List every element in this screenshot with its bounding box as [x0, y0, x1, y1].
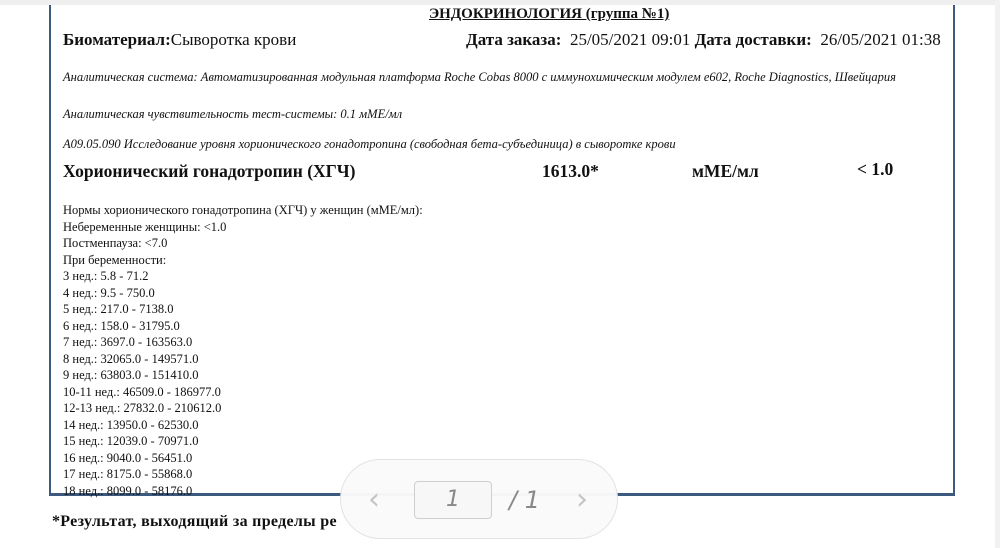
viewer-scrollbar-track[interactable] [995, 0, 1000, 548]
norm-line: 14 нед.: 13950.0 - 62530.0 [63, 417, 199, 432]
analytical-system: Аналитическая система: Автоматизированная модульная платформа Roche Cobas 8000 с иммунохимическим модулем е602, Roche Diagnostics, Швейцария [63, 70, 896, 84]
previous-page-button[interactable] [359, 480, 389, 520]
result-value: 1613.0* [542, 161, 599, 181]
reference-norms [63, 202, 423, 499]
biomaterial-value: Сыворотка крови [170, 30, 297, 49]
norms-title: Нормы хорионического гонадотропина (ХГЧ) у женщин (мМЕ/мл): [63, 203, 423, 217]
page-total: / 1 [509, 486, 540, 514]
chevron-right-icon: › [576, 482, 588, 517]
norm-line: 9 нед.: 63803.0 - 151410.0 [63, 368, 199, 382]
biomaterial-label: Биоматериал: [63, 30, 171, 49]
dates-row [466, 29, 941, 51]
norm-line: 8 нед.: 32065.0 - 149571.0 [63, 351, 199, 366]
result-reference: < 1.0 [857, 159, 894, 179]
chevron-left-icon: ‹ [368, 482, 380, 517]
biomaterial-row [63, 29, 296, 51]
norm-line: 16 нед.: 9040.0 - 56451.0 [63, 450, 193, 465]
test-code-description: A09.05.090 Исследование уровня хорионического гонадотропина (свободная бета-субъединица) в сыворотке крови [63, 137, 676, 151]
norm-line: 5 нед.: 217.0 - 7138.0 [63, 302, 174, 316]
norm-line: Небеременные женщины: <1.0 [63, 219, 227, 234]
order-date-value: 25/05/2021 09:01 [569, 30, 691, 49]
order-date-label: Дата заказа: [466, 30, 562, 49]
delivery-date-label: Дата доставки: [694, 30, 812, 49]
norm-line: 3 нед.: 5.8 - 71.2 [63, 269, 149, 283]
norm-line: 17 нед.: 8175.0 - 55868.0 [63, 467, 193, 481]
analytical-sensitivity: Аналитическая чувствительность тест-системы: 0.1 мМЕ/мл [63, 107, 403, 121]
delivery-date-value: 26/05/2021 01:38 [820, 30, 941, 49]
norm-line: Постменпауза: <7.0 [63, 236, 168, 250]
norm-line: При беременности: [63, 252, 167, 267]
page-number-input[interactable]: 1 [414, 481, 492, 519]
norm-line: 10-11 нед.: 46509.0 - 186977.0 [63, 384, 221, 399]
norm-line: 18 нед.: 8099.0 - 58176.0 [63, 483, 193, 498]
result-row [63, 159, 943, 183]
section-title: ЭНДОКРИНОЛОГИЯ (группа №1) [429, 6, 670, 22]
norm-line: 7 нед.: 3697.0 - 163563.0 [63, 335, 193, 349]
norm-line: 15 нед.: 12039.0 - 70971.0 [63, 434, 199, 448]
result-name: Хорионический гонадотропин (ХГЧ) [63, 161, 356, 181]
norm-line: 12-13 нед.: 27832.0 - 210612.0 [63, 401, 222, 415]
norm-line: 4 нед.: 9.5 - 750.0 [63, 285, 155, 300]
page-navigator [340, 459, 618, 539]
footnote: *Результат, выходящий за пределы ре [52, 513, 337, 530]
lab-report-frame [49, 5, 955, 496]
next-page-button[interactable] [567, 480, 597, 520]
norm-line: 6 нед.: 158.0 - 31795.0 [63, 318, 180, 333]
result-unit: мМЕ/мл [692, 161, 759, 181]
